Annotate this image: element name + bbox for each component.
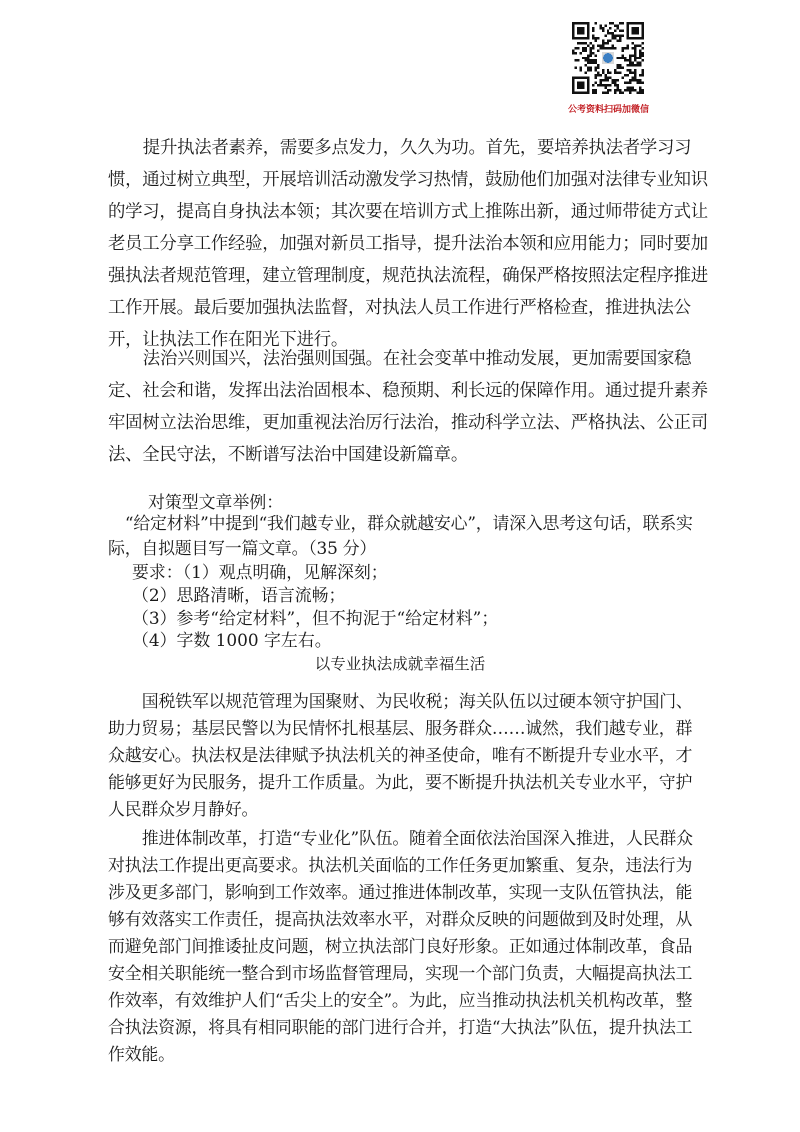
essay-reform-paragraph: 推进体制改革，打造“专业化”队伍。随着全面依法治国深入推进，人民群众对执法工作提出更高要求。执法机关面临的工作任务更加繁重、复杂，违法行为涉及更多部门，影响到工作效率。通过推进体制改革，实现一支队伍管执法，能够有效落实工作责任，提高执法效率水平，对群众反映的问题做到及时处理，从而避免部门间推诿扯皮问题，树立执法部门良好形象。正如通过体制改革，食品安全相关职能统一整合到市场监督管理局，实现一个部门负责，大幅提高执法工作效率，有效维护人们“舌尖上的安全”。为此，应当推动执法机关机构改革，整合执法资源，将具有相同职能的部门进行合并，打造“大执法”队伍，提升执法工作效能。 [108, 828, 693, 1064]
requirement-1: 要求：（1）观点明确，见解深刻； [132, 562, 388, 582]
paragraph-literacy: 提升执法者素养，需要多点发力，久久为功。首先，要培养执法者学习习惯，通过树立典型，开展培训活动激发学习热情，鼓励他们加强对法律专业知识的学习，提高自身执法本领；其次要在培训方式上推陈出新，通过师带徒方式让老员工分享工作经验，加强对新员工指导，提升法治本领和应用能力；同时要加强执法者规范管理，建立管理制度，规范执法流程，确保严格按照法定程序推进工作开展。最后要加强执法监督，对执法人员工作进行严格检查，推进执法公开，让执法工作在阳光下进行。 [108, 138, 708, 350]
qr-code-icon [572, 22, 644, 94]
paragraph-rule-of-law: 法治兴则国兴，法治强则国强。在社会变革中推动发展，更加需要国家稳定、社会和谐，发挥出法治固根本、稳预期、利长远的保障作用。通过提升素养牢固树立法治思维，更加重视法治厉行法治，推动科学立法、严格执法、公正司法、全民守法，不断谱写法治中国建设新篇章。 [108, 349, 708, 465]
qr-block [568, 22, 648, 115]
requirement-2: （2）思路清晰，语言流畅； [132, 585, 346, 605]
essay-title: 以专业执法成就幸福生活 [314, 655, 486, 673]
requirement-4: （4）字数 1000 字左右。 [132, 630, 332, 650]
example-prompt: “给定材料”中提到“我们越专业，群众就越安心”，请深入思考这句话，联系实际，自拟题目写一篇文章。（35 分） [108, 513, 693, 558]
qr-caption: 公考资料扫码加微信 [568, 105, 650, 115]
example-heading: 对策型文章举例： [148, 492, 284, 512]
requirement-3: （3）参考“给定材料”，但不拘泥于“给定材料”； [132, 608, 499, 628]
essay-intro-paragraph: 国税铁军以规范管理为国聚财、为民收税；海关队伍以过硬本领守护国门、助力贸易；基层民警以为民情怀扎根基层、服务群众……诚然，我们越专业，群众越安心。执法权是法律赋予执法机关的神圣使命，唯有不断提升专业水平，才能够更好为民服务，提升工作质量。为此，要不断提升执法机关专业水平，守护人民群众岁月静好。 [108, 691, 693, 819]
